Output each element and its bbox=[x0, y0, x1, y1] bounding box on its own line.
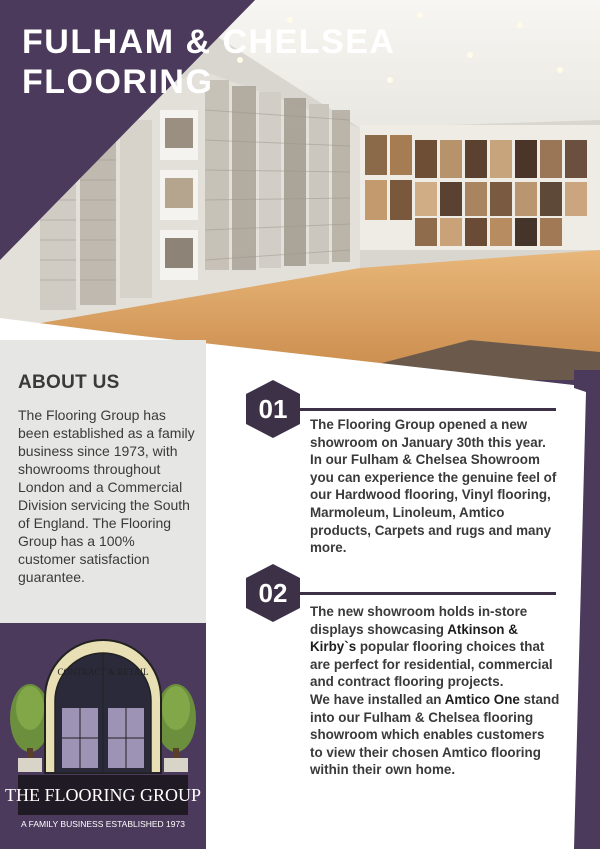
about-text: The Flooring Group has been established as a family business since 1973, with showrooms throughout London and a Commercial Division servicing the South of England. The Flooring Group has a 100% customer satisfaction guarantee. bbox=[18, 407, 195, 585]
about-title: ABOUT US bbox=[18, 372, 120, 393]
step-1-number: 01 bbox=[258, 394, 288, 424]
step-2-divider bbox=[300, 592, 556, 595]
step-2-brand-atkinson-kirby: Atkinson & Kirby`s bbox=[310, 621, 518, 655]
flooring-group-logo bbox=[0, 623, 206, 849]
step-2-text bbox=[310, 603, 560, 779]
right-accent-stripe bbox=[574, 370, 600, 849]
step-1-text: The Flooring Group opened a new showroom on January 30th this year. In our Fulham & Chelsea Showroom you can experience the genuine feel of our Hardwood flooring, Vinyl flooring, Marmoleum, Linoleum, Amtico products, Carpets and rugs and many more. bbox=[310, 417, 557, 556]
logo-arch-text: CONTRACT & RETAIL bbox=[57, 667, 149, 677]
step-2-text-part3: We have installed an bbox=[310, 691, 445, 707]
step-1-divider bbox=[300, 408, 556, 411]
logo-brand-name: THE FLOORING GROUP bbox=[4, 785, 202, 805]
step-2-text-part1: The new showroom holds in-store displays showcasing bbox=[310, 604, 528, 637]
step-2-brand-amtico-one: Amtico One bbox=[444, 691, 520, 707]
title-line-2: FLOORING bbox=[22, 63, 214, 101]
step-2-text-part4: stand into our Fulham & Chelsea flooring showroom which enables customers to view their chosen Amtico flooring within their own home. bbox=[310, 691, 560, 778]
step-2-text-part2: popular flooring choices that are perfect for residential, commercial and contract flooring projects. bbox=[310, 639, 553, 690]
logo-tagline: A FAMILY BUSINESS ESTABLISHED 1973 bbox=[21, 819, 185, 829]
logo-panel bbox=[0, 623, 206, 849]
step-2-number: 02 bbox=[258, 578, 288, 608]
title-line-1: FULHAM & CHELSEA bbox=[22, 23, 396, 61]
